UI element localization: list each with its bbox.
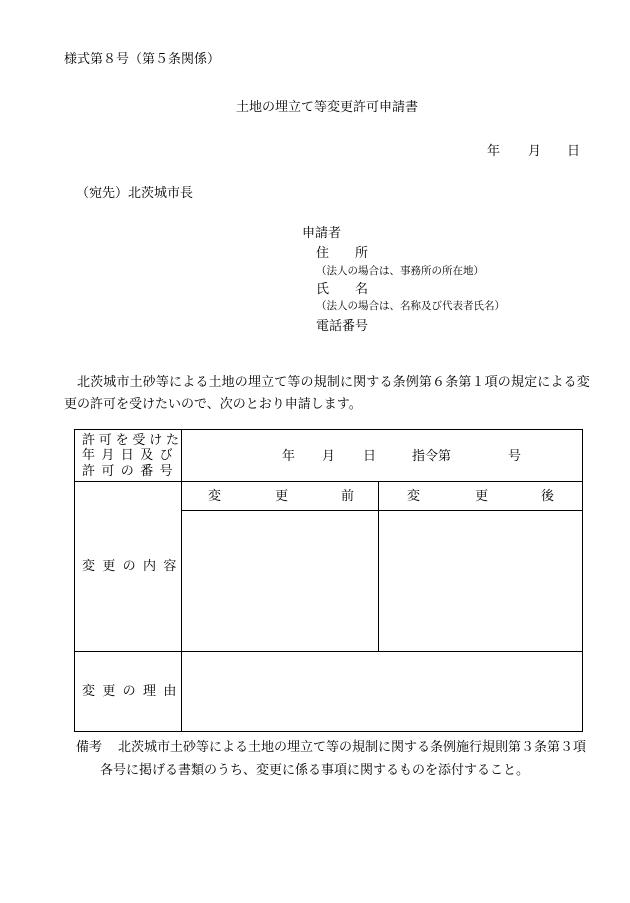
date-month: 月	[528, 144, 542, 159]
change-content-label: 変 更 の 内 容	[82, 559, 178, 574]
change-reason-label: 変 更 の 理 由	[82, 684, 178, 699]
name-label: 氏 名	[316, 282, 369, 297]
table-divider	[75, 481, 182, 482]
remarks-label: 備考	[76, 740, 103, 755]
after-change-field[interactable]	[379, 511, 582, 651]
addressee: （宛先）北茨城市長	[76, 186, 194, 201]
address-note: （法人の場合は、事務所の所在地）	[316, 265, 484, 277]
after-header-char: 更	[475, 489, 489, 504]
after-header-char: 後	[541, 489, 555, 504]
page-title: 土地の埋立て等変更許可申請書	[236, 100, 419, 115]
table-divider	[182, 481, 582, 482]
phone-label: 電話番号	[316, 319, 369, 334]
form-number: 様式第８号（第５条関係）	[64, 52, 221, 67]
permit-date-label-line-1	[82, 433, 183, 448]
date-year: 年	[487, 144, 501, 159]
before-header-char: 更	[275, 489, 289, 504]
before-header-char: 前	[341, 489, 355, 504]
change-reason-field[interactable]	[182, 652, 582, 731]
applicant-heading: 申請者	[302, 226, 342, 241]
address-label: 住 所	[316, 246, 369, 261]
remarks-line-2: 各号に掲げる書類のうち、変更に係る事項に関するものを添付すること。	[100, 763, 530, 778]
name-note: （法人の場合は、名称及び代表者氏名）	[316, 300, 505, 312]
permit-order-prefix: 指令第	[412, 449, 452, 464]
permit-date-label-line-2: 年月日及び	[82, 448, 180, 463]
date-day: 日	[567, 144, 581, 159]
permit-year-unit: 年	[282, 449, 296, 464]
body-text-line-2: 更の許可を受けたいので、次のとおり申請します。	[64, 397, 362, 412]
before-header-char: 変	[208, 489, 222, 504]
before-change-field[interactable]	[182, 511, 378, 651]
permit-order-suffix: 号	[508, 449, 522, 464]
label-text: 許可を受けた	[82, 433, 183, 448]
remarks-line-1: 北茨城市土砂等による土地の埋立て等の規制に関する条例施行規則第３条第３項	[118, 740, 587, 755]
body-text-line-1: 北茨城市土砂等による土地の埋立て等の規制に関する条例第６条第１項の規定による変	[77, 375, 590, 390]
permit-date-label-line-3: 許可の番号	[82, 464, 180, 479]
application-table	[74, 429, 583, 732]
permit-month-unit: 月	[322, 449, 336, 464]
after-header-char: 変	[407, 489, 421, 504]
permit-day-unit: 日	[363, 449, 377, 464]
